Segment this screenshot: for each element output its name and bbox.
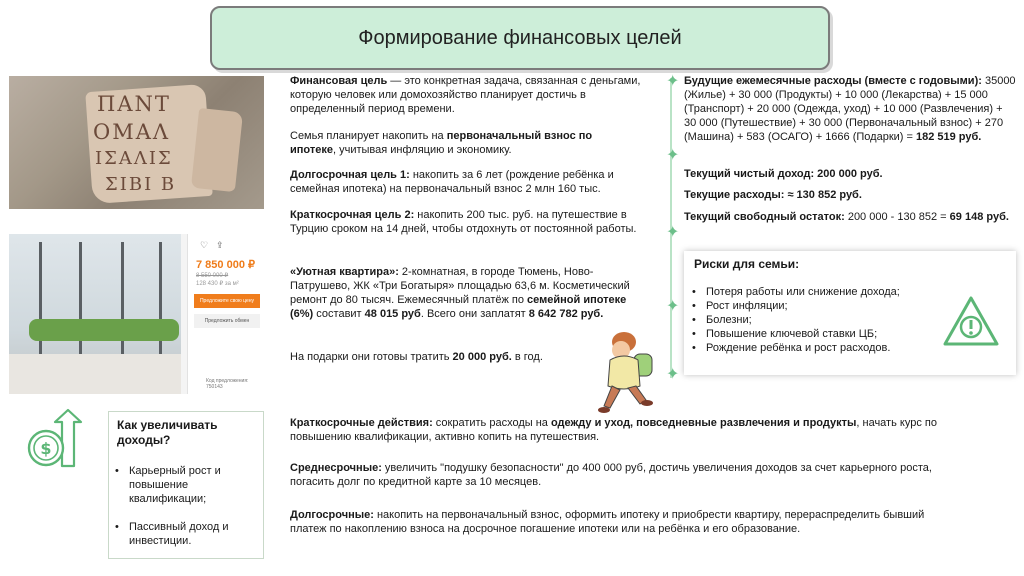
title-banner: [210, 6, 830, 70]
exchange-button[interactable]: Предложить обмен: [194, 314, 260, 328]
timeline-marker: ✦: [666, 73, 680, 90]
risks-box: [684, 251, 1016, 375]
listing-card: [187, 234, 264, 394]
inscription-line: ΠΑΝΤ: [97, 92, 171, 116]
current-expenses: Текущие расходы: ≈ 130 852 руб.: [684, 189, 862, 201]
risk-item: • Рост инфляции;: [690, 299, 950, 313]
gifts-paragraph: На подарки они готовы тратить 20 000 руб. в год.: [290, 351, 543, 363]
current-income: Текущий чистый доход: 200 000 руб.: [684, 168, 883, 180]
listing-price-per-sqm: 128 430 ₽ за м²: [196, 281, 239, 287]
future-expenses: Будущие ежемесячные расходы (вместе с годовыми): 35000 (Жилье) + 30 000 (Продукты) + 10 000 (Лекарства) + 15 000 (Транспорт) + 20 000 (Одежда, уход) + 10 000 (Развлечения) + 30 000 (Путешествие) + 30 000 (Первоначальный взнос) + 270 (Машина) + 583 (ОСАГО) + 1666 (Подарки) = 182 519 руб.: [684, 75, 1016, 143]
timeline-marker: ✦: [666, 147, 680, 164]
risks-list: [690, 285, 950, 355]
heart-icon[interactable]: ♡: [200, 240, 209, 250]
grow-income-list: [113, 464, 255, 548]
apartment-paragraph: «Уютная квартира»: 2-комнатная, в городе Тюмень, Ново-Патрушево, ЖК «Три Богатыря» площадью 63,6 м. Косметический ремонт до 80 тысяч. Ежемесячный платёж по семейной ипотеке (6%) составит 48 015 руб. Всего они заплатят 8 642 782 руб.: [290, 266, 630, 320]
svg-text:$: $: [40, 439, 52, 458]
dollar-growth-icon: [22, 408, 84, 470]
grow-item: • Пассивный доход и инвестиции.: [113, 520, 255, 548]
page-title: Формирование финансовых целей: [358, 26, 682, 49]
mid-term-actions: Среднесрочные: увеличить "подушку безопасности" до 400 000 руб, достичь увеличения доходов за счет карьерного роста, погасить долг по кредитной карте за 10 месяцев.: [290, 462, 932, 488]
balcony-plants: [29, 319, 179, 341]
timeline-marker: ✦: [666, 298, 680, 315]
risk-item: • Болезни;: [690, 313, 950, 327]
risk-item: • Рождение ребёнка и рост расходов.: [690, 341, 950, 355]
warning-icon: [942, 295, 1000, 347]
long-term-actions: Долгосрочные: накопить на первоначальный взнос, оформить ипотеку и приобрести квартиру, перераспределить бывший платеж по накоплению взноса на досрочное погашение ипотеки или на ребёнка и его образование.: [290, 509, 925, 535]
timeline-marker: ✦: [666, 224, 680, 241]
listing-old-price: 8 550 000 ₽: [196, 273, 229, 279]
stone-fragment: [191, 108, 243, 192]
timeline-marker: ✦: [666, 366, 680, 383]
apartment-photo: [9, 234, 181, 394]
grow-item: • Карьерный рост и повышение квалификации;: [113, 464, 255, 506]
listing-price: 7 850 000 ₽: [196, 259, 255, 271]
short-term-actions: Краткосрочные действия: сократить расходы на одежду и уход, повседневные развлечения и продукты, начать курс по повышению квалификации, активно копить на путешествия.: [290, 417, 937, 443]
free-balance: Текущий свободный остаток: 200 000 - 130 852 = 69 148 руб.: [684, 211, 1009, 223]
inscription-line: ΟΜΑΛ: [93, 120, 171, 144]
offer-price-button[interactable]: Предложите свою цену: [194, 294, 260, 308]
inscription-line: ΣΙΒΙ Β: [105, 174, 177, 195]
risk-item: • Повышение ключевой ставки ЦБ;: [690, 327, 950, 341]
stone-inscription-photo: [9, 76, 264, 209]
inscription-line: ΙΣΑΛΙΣ: [95, 148, 173, 169]
child-illustration: [594, 330, 660, 416]
grow-income-box: [108, 411, 264, 559]
definition-paragraph: Финансовая цель — это конкретная задача, связанная с деньгами, которую человек или домохозяйство планирует достичь в определенный период времени.: [290, 75, 641, 115]
apartment-listing-screenshot: [9, 234, 264, 394]
listing-code: Код предложения: 750143: [206, 378, 249, 390]
goal-paragraph: Семья планирует накопить на первоначальный взнос по ипотеке, учитывая инфляцию и экономику.: [290, 130, 593, 156]
short-term-goal: Краткосрочная цель 2: накопить 200 тыс. руб. на путешествие в Турцию сроком на 14 дней, чтобы отдохнуть от постоянной работы.: [290, 209, 637, 235]
risks-title: Риски для семьи:: [694, 257, 800, 271]
grow-income-title: Как увеличивать доходы?: [117, 418, 218, 447]
long-term-goal: Долгосрочная цель 1: накопить за 6 лет (рождение ребёнка и семейная ипотека) на первоначальный взнос 2 млн 160 тыс.: [290, 169, 614, 195]
risk-item: • Потеря работы или снижение дохода;: [690, 285, 950, 299]
share-icon[interactable]: ⇪: [216, 240, 224, 250]
